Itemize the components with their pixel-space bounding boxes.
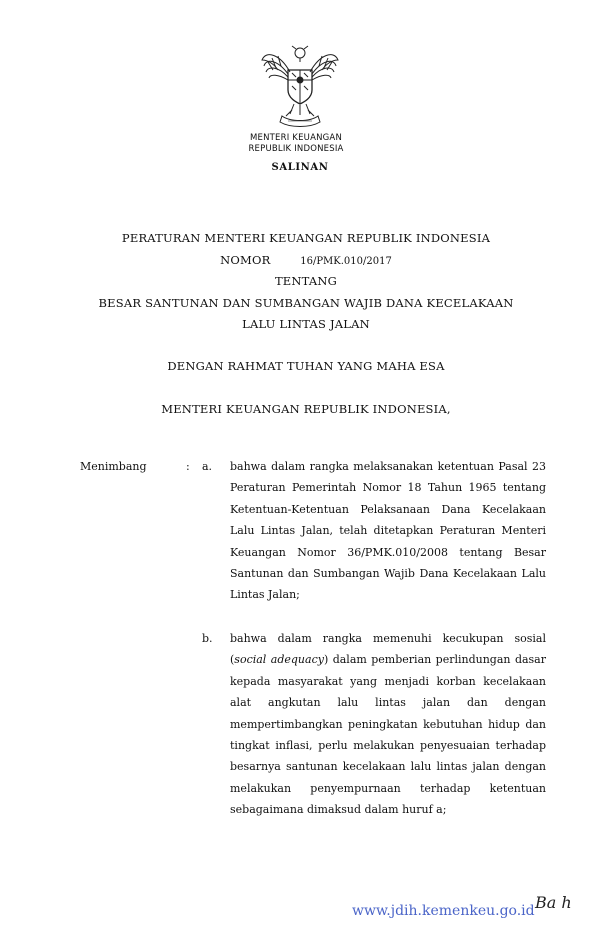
paraf-initials: Ba h: [535, 893, 572, 912]
considering-item-b: [230, 628, 546, 821]
subject-line1: BESAR SANTUNAN DAN SUMBANGAN WAJIB DANA KECELAKAAN: [98, 296, 514, 310]
footer-url-link[interactable]: www.jdih.kemenkeu.go.id: [352, 903, 535, 919]
item-b-text-after: ) dalam pemberian perlindungan dasar kepada masyarakat yang menjadi korban kecelakaan alat angkutan lalu lintas jalan dan dengan mempertimbangkan peningkatan kebutuhan hidup dan tingkat inflasi, perlu melakukan penyesuaian terhadap besarnya santunan kecelakaan lalu lintas jalan dengan melakukan penyempurnaan terhadap ketentuan sebagaimana dimaksud dalam huruf a;: [230, 653, 547, 817]
ministry-line2: REPUBLIK INDONESIA: [248, 144, 344, 154]
garuda-emblem-icon: [258, 44, 342, 130]
ministry-name: [0, 133, 602, 155]
item-b-text-italic: social adequacy: [234, 653, 324, 667]
item-a-text: bahwa dalam rangka melaksanakan ketentuan Pasal 23 Peraturan Pemerintah Nomor 18 Tahun 1965 tentang Ketentuan-Ketentuan Pelaksanaan Dana Kecelakaan Lalu Lintas Jalan, telah ditetapkan Peraturan Menteri Keuangan Nomor 36/PMK.010/2008 tentang Besar Santunan dan Sumbangan Wajib Dana Kecelakaan Lalu Lintas Jalan;: [230, 460, 546, 602]
issuer: MENTERI KEUANGAN REPUBLIK INDONESIA,: [161, 402, 451, 416]
tentang-heading: TENTANG: [274, 274, 338, 288]
invocation: DENGAN RAHMAT TUHAN YANG MAHA ESA: [167, 359, 445, 373]
considering-item-a: [230, 456, 546, 606]
subject-line2: LALU LINTAS JALAN: [242, 317, 370, 331]
item-a-marker: a.: [202, 460, 213, 473]
salinan-label: SALINAN: [271, 162, 329, 173]
nomor-label: NOMOR: [220, 253, 271, 267]
regulation-title: PERATURAN MENTERI KEUANGAN REPUBLIK INDONESIA: [121, 231, 491, 245]
item-b-marker: b.: [202, 632, 213, 645]
considering-label: Menimbang: [80, 460, 147, 473]
ministry-line1: MENTERI KEUANGAN: [249, 133, 343, 143]
considering-colon: :: [186, 460, 190, 473]
item-b-text-before: bahwa dalam rangka memenuhi kecukupan sosial (: [230, 632, 546, 667]
nomor-value: 16/PMK.010/2017: [300, 256, 392, 267]
